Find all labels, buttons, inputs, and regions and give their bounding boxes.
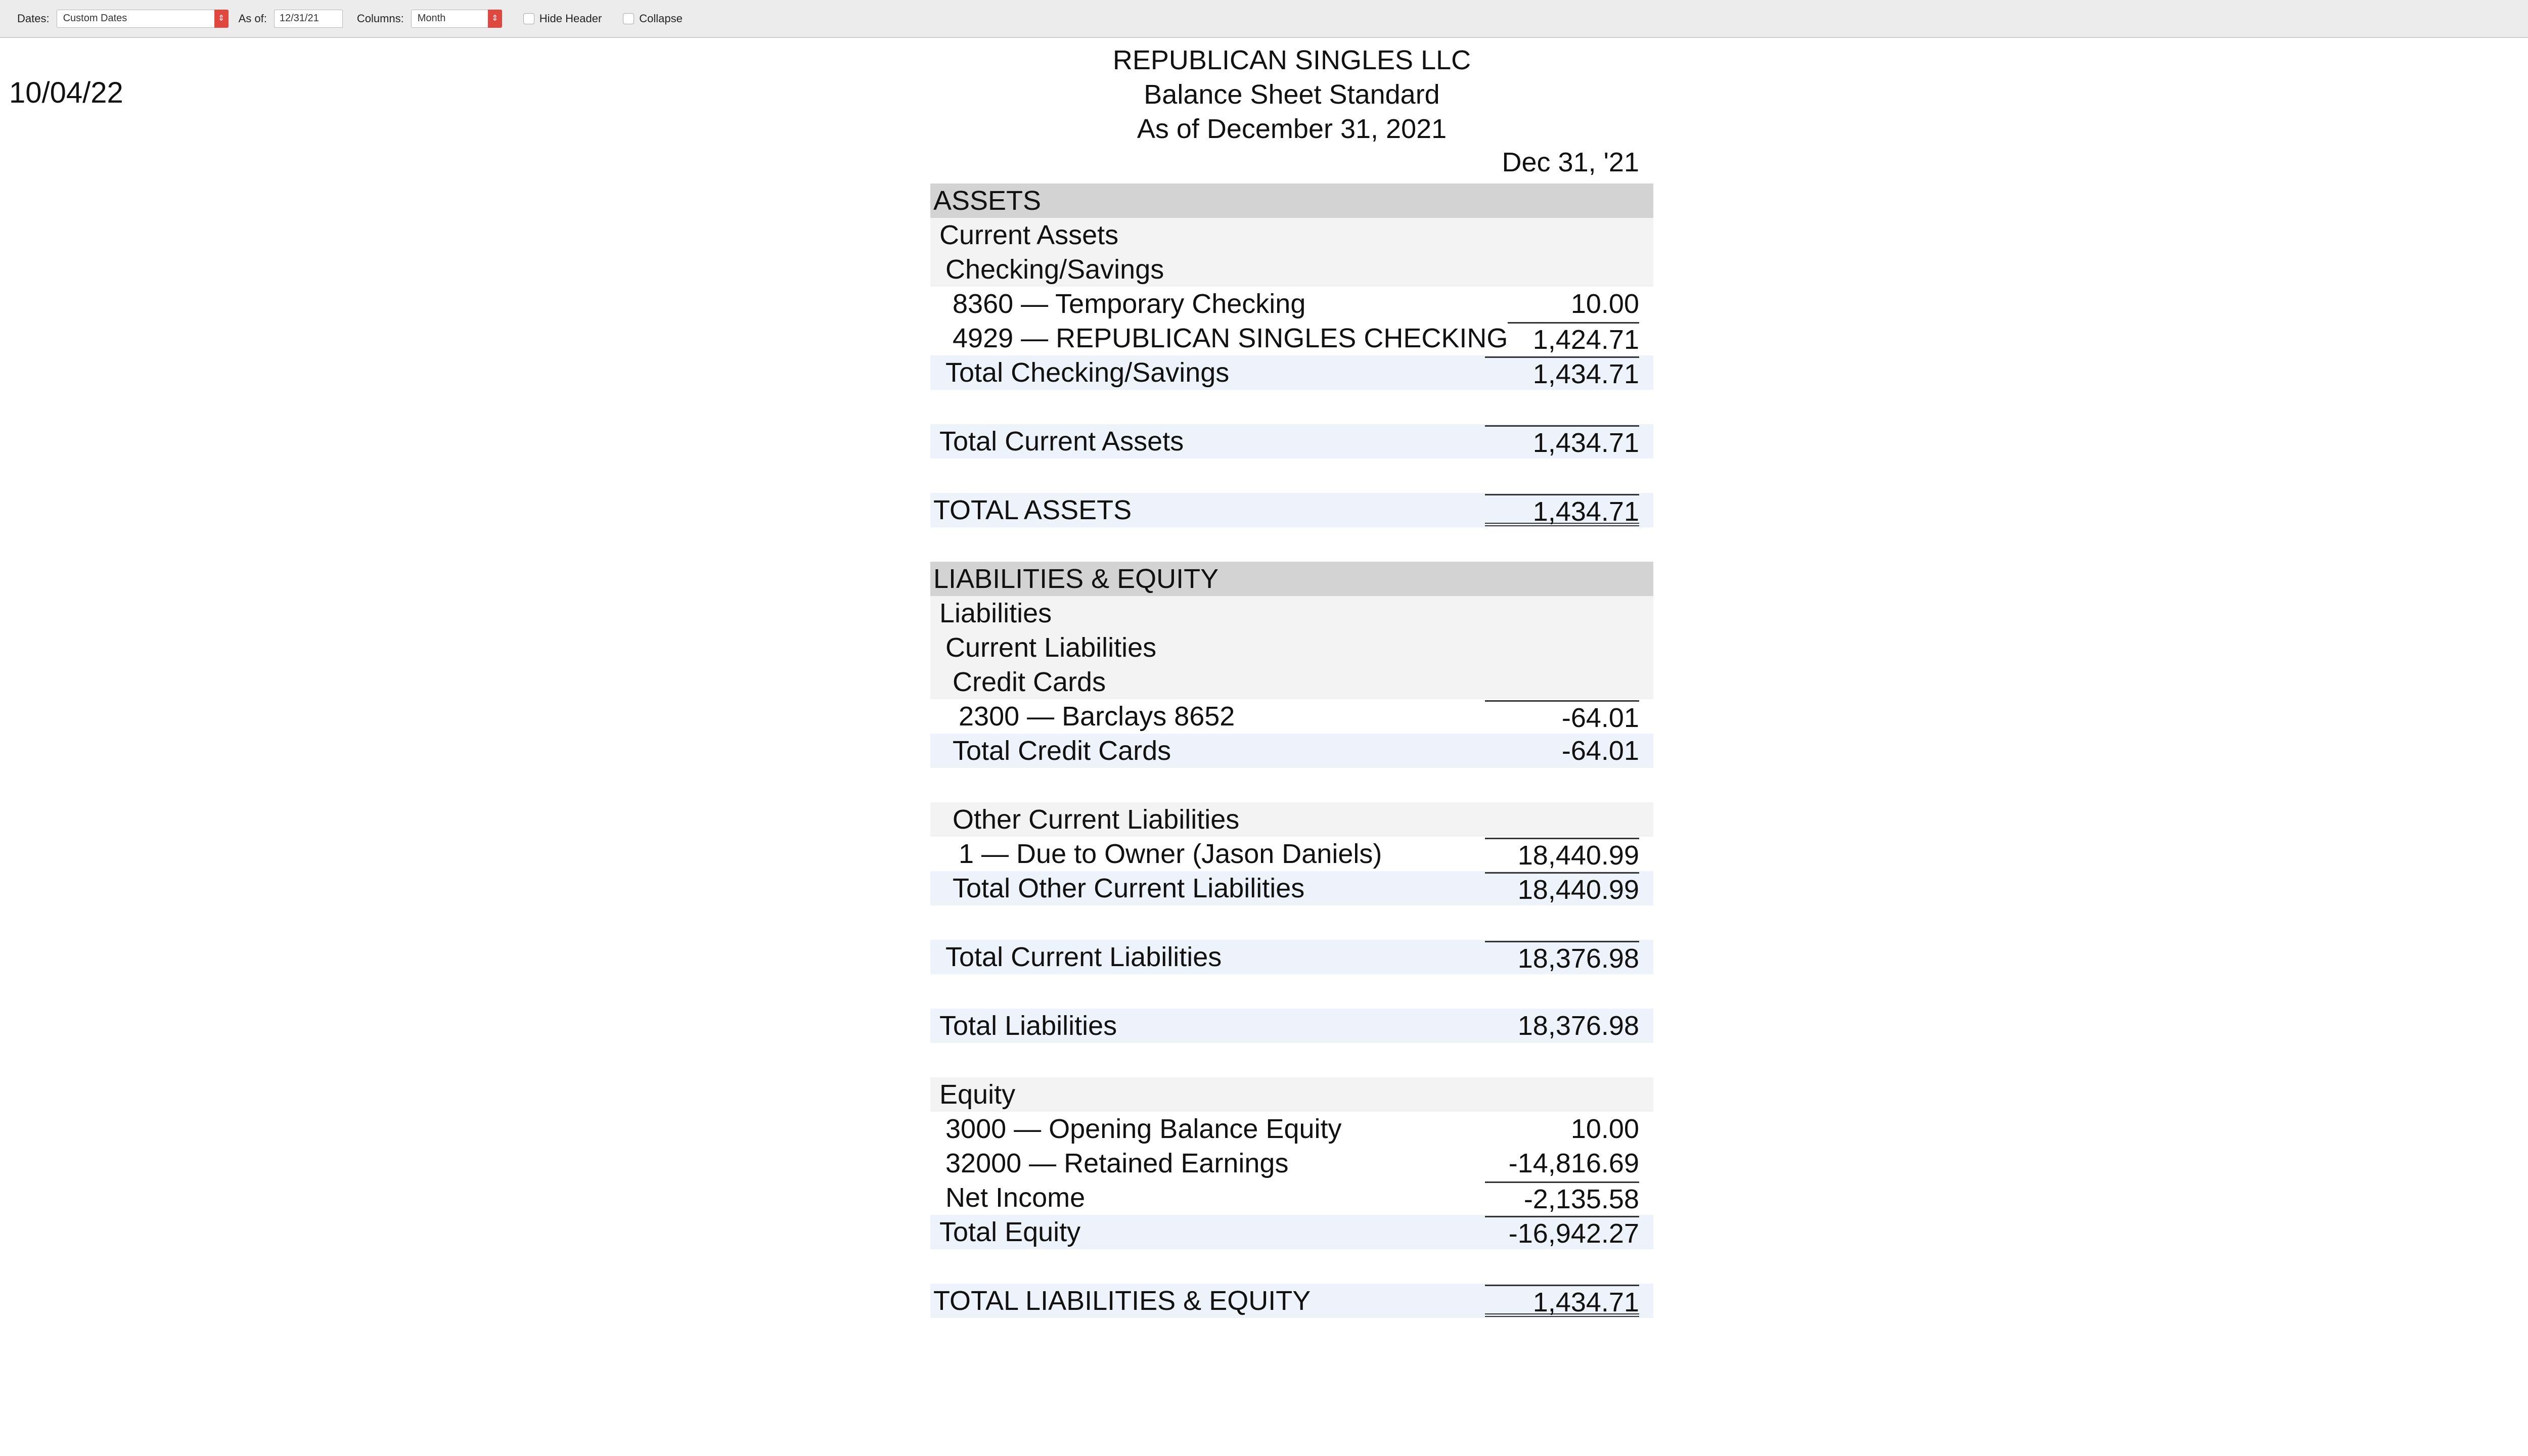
row-amount[interactable]: 1,434.71	[1485, 425, 1639, 458]
row-label[interactable]: Checking/Savings	[945, 254, 1164, 285]
row-amount[interactable]: -64.01	[1485, 700, 1639, 733]
row-label[interactable]: Total Liabilities	[939, 1011, 1117, 1041]
row-amount[interactable]: 18,440.99	[1485, 872, 1639, 904]
report-row	[930, 734, 1653, 768]
row-label[interactable]: LIABILITIES & EQUITY	[933, 564, 1219, 594]
row-amount	[1485, 528, 1639, 561]
column-header: Dec 31, '21	[1502, 147, 1639, 177]
report-row	[930, 1180, 1653, 1215]
row-amount	[1485, 769, 1639, 801]
row-amount[interactable]	[1485, 563, 1639, 595]
row-label[interactable]: Total Current Assets	[939, 426, 1184, 457]
report-row	[930, 837, 1653, 871]
columns-select[interactable]	[411, 10, 502, 28]
report-row	[930, 321, 1653, 355]
report-title: Balance Sheet Standard	[1144, 79, 1440, 110]
row-label[interactable]: 1 — Due to Owner (Jason Daniels)	[959, 839, 1382, 869]
row-amount[interactable]: -64.01	[1561, 736, 1639, 766]
report-row	[930, 630, 1653, 665]
row-label[interactable]: TOTAL LIABILITIES & EQUITY	[933, 1286, 1311, 1316]
row-amount[interactable]: 18,440.99	[1485, 838, 1639, 870]
row-label[interactable]: 3000 — Opening Balance Equity	[945, 1114, 1342, 1144]
report-row	[930, 1284, 1653, 1318]
row-label[interactable]: Liabilities	[939, 598, 1052, 628]
row-amount[interactable]	[1485, 666, 1639, 698]
report-row	[930, 424, 1653, 459]
row-amount[interactable]: 18,376.98	[1517, 1011, 1639, 1041]
report-row-spacer	[930, 974, 1653, 1009]
report-row	[930, 1009, 1653, 1043]
report-date-range: As of December 31, 2021	[1137, 114, 1447, 144]
report-row	[930, 1215, 1653, 1249]
chevron-updown-icon: ⇕	[214, 10, 229, 28]
row-label[interactable]: TOTAL ASSETS	[933, 495, 1132, 525]
report-row	[930, 940, 1653, 974]
row-amount[interactable]: -14,816.69	[1508, 1148, 1639, 1178]
row-label[interactable]: Total Credit Cards	[953, 736, 1171, 766]
collapse-checkbox[interactable]	[623, 12, 683, 25]
row-amount[interactable]: 1,434.71	[1485, 494, 1639, 526]
row-amount[interactable]	[1485, 219, 1639, 251]
row-amount[interactable]: 18,376.98	[1485, 941, 1639, 973]
report-row-spacer	[930, 768, 1653, 802]
row-amount	[1485, 391, 1639, 423]
hide-header-checkbox[interactable]	[523, 12, 602, 25]
row-amount[interactable]: 1,434.71	[1485, 1285, 1639, 1317]
report-row	[930, 699, 1653, 734]
row-label[interactable]: Total Checking/Savings	[945, 357, 1230, 388]
row-label[interactable]: 2300 — Barclays 8652	[959, 701, 1235, 732]
dates-value: Custom Dates	[63, 13, 127, 24]
row-label[interactable]: Total Current Liabilities	[945, 942, 1222, 972]
row-amount[interactable]: -16,942.27	[1485, 1216, 1639, 1248]
row-label[interactable]: Net Income	[945, 1182, 1086, 1213]
row-label[interactable]: ASSETS	[933, 186, 1042, 216]
report-row	[930, 802, 1653, 837]
report-header	[930, 43, 1653, 146]
report-row	[930, 665, 1653, 699]
row-label[interactable]: Current Assets	[939, 220, 1119, 250]
print-date: 10/04/22	[9, 76, 123, 109]
report-row	[930, 562, 1653, 596]
report-row-spacer	[930, 905, 1653, 940]
report-row	[930, 1112, 1653, 1146]
report-row-spacer	[930, 1043, 1653, 1077]
asof-label: As of:	[238, 12, 267, 25]
dates-select[interactable]	[57, 10, 229, 28]
asof-date-input[interactable]	[274, 10, 343, 28]
report-row	[930, 1146, 1653, 1180]
checkbox-box[interactable]	[523, 13, 534, 24]
report-row	[930, 355, 1653, 390]
balance-sheet-table	[930, 184, 1653, 1318]
row-amount[interactable]	[1485, 185, 1639, 217]
row-amount	[1485, 1044, 1639, 1076]
row-label[interactable]: Total Equity	[939, 1217, 1081, 1247]
report-row	[930, 596, 1653, 630]
row-amount[interactable]	[1485, 631, 1639, 664]
report-row	[930, 871, 1653, 905]
columns-value: Month	[417, 13, 446, 24]
report-row	[930, 184, 1653, 218]
report-row	[930, 252, 1653, 287]
row-label[interactable]: Total Other Current Liabilities	[953, 873, 1305, 903]
report-row-spacer	[930, 390, 1653, 424]
report-toolbar	[0, 0, 2528, 38]
row-label[interactable]: 8360 — Temporary Checking	[953, 289, 1306, 319]
columns-label: Columns:	[356, 12, 404, 25]
row-label[interactable]: 32000 — Retained Earnings	[945, 1148, 1289, 1178]
report-row	[930, 218, 1653, 252]
chevron-updown-icon: ⇕	[488, 10, 502, 28]
row-amount	[1485, 1250, 1639, 1283]
row-amount[interactable]	[1485, 1078, 1639, 1111]
row-label[interactable]: Credit Cards	[953, 667, 1106, 697]
row-amount[interactable]	[1485, 253, 1639, 286]
row-amount[interactable]: 10.00	[1570, 289, 1639, 319]
row-amount	[1485, 460, 1639, 492]
report-row	[930, 1077, 1653, 1112]
report-row-spacer	[930, 527, 1653, 562]
hide-header-label: Hide Header	[539, 12, 602, 25]
asof-date-value: 12/31/21	[279, 13, 319, 24]
row-amount[interactable]	[1485, 597, 1639, 629]
company-name: REPUBLICAN SINGLES LLC	[1112, 45, 1471, 75]
collapse-label: Collapse	[639, 12, 683, 25]
row-amount	[1485, 906, 1639, 939]
checkbox-box[interactable]	[623, 13, 634, 24]
report-row	[930, 287, 1653, 321]
row-amount[interactable]: 10.00	[1570, 1114, 1639, 1144]
report-row-spacer	[930, 1249, 1653, 1284]
row-label[interactable]: 4929 — REPUBLICAN SINGLES CHECKING	[953, 323, 1508, 353]
row-label[interactable]: Current Liabilities	[945, 632, 1157, 663]
row-label[interactable]: Equity	[939, 1079, 1016, 1110]
row-amount[interactable]: 1,434.71	[1485, 356, 1639, 389]
row-label[interactable]: Other Current Liabilities	[953, 804, 1240, 835]
row-amount[interactable]: -2,135.58	[1485, 1181, 1639, 1214]
report-row-spacer	[930, 459, 1653, 493]
report-row	[930, 493, 1653, 527]
row-amount[interactable]: 1,424.71	[1508, 322, 1639, 354]
row-amount[interactable]	[1485, 803, 1639, 836]
row-amount	[1485, 975, 1639, 1008]
dates-label: Dates:	[17, 12, 50, 25]
